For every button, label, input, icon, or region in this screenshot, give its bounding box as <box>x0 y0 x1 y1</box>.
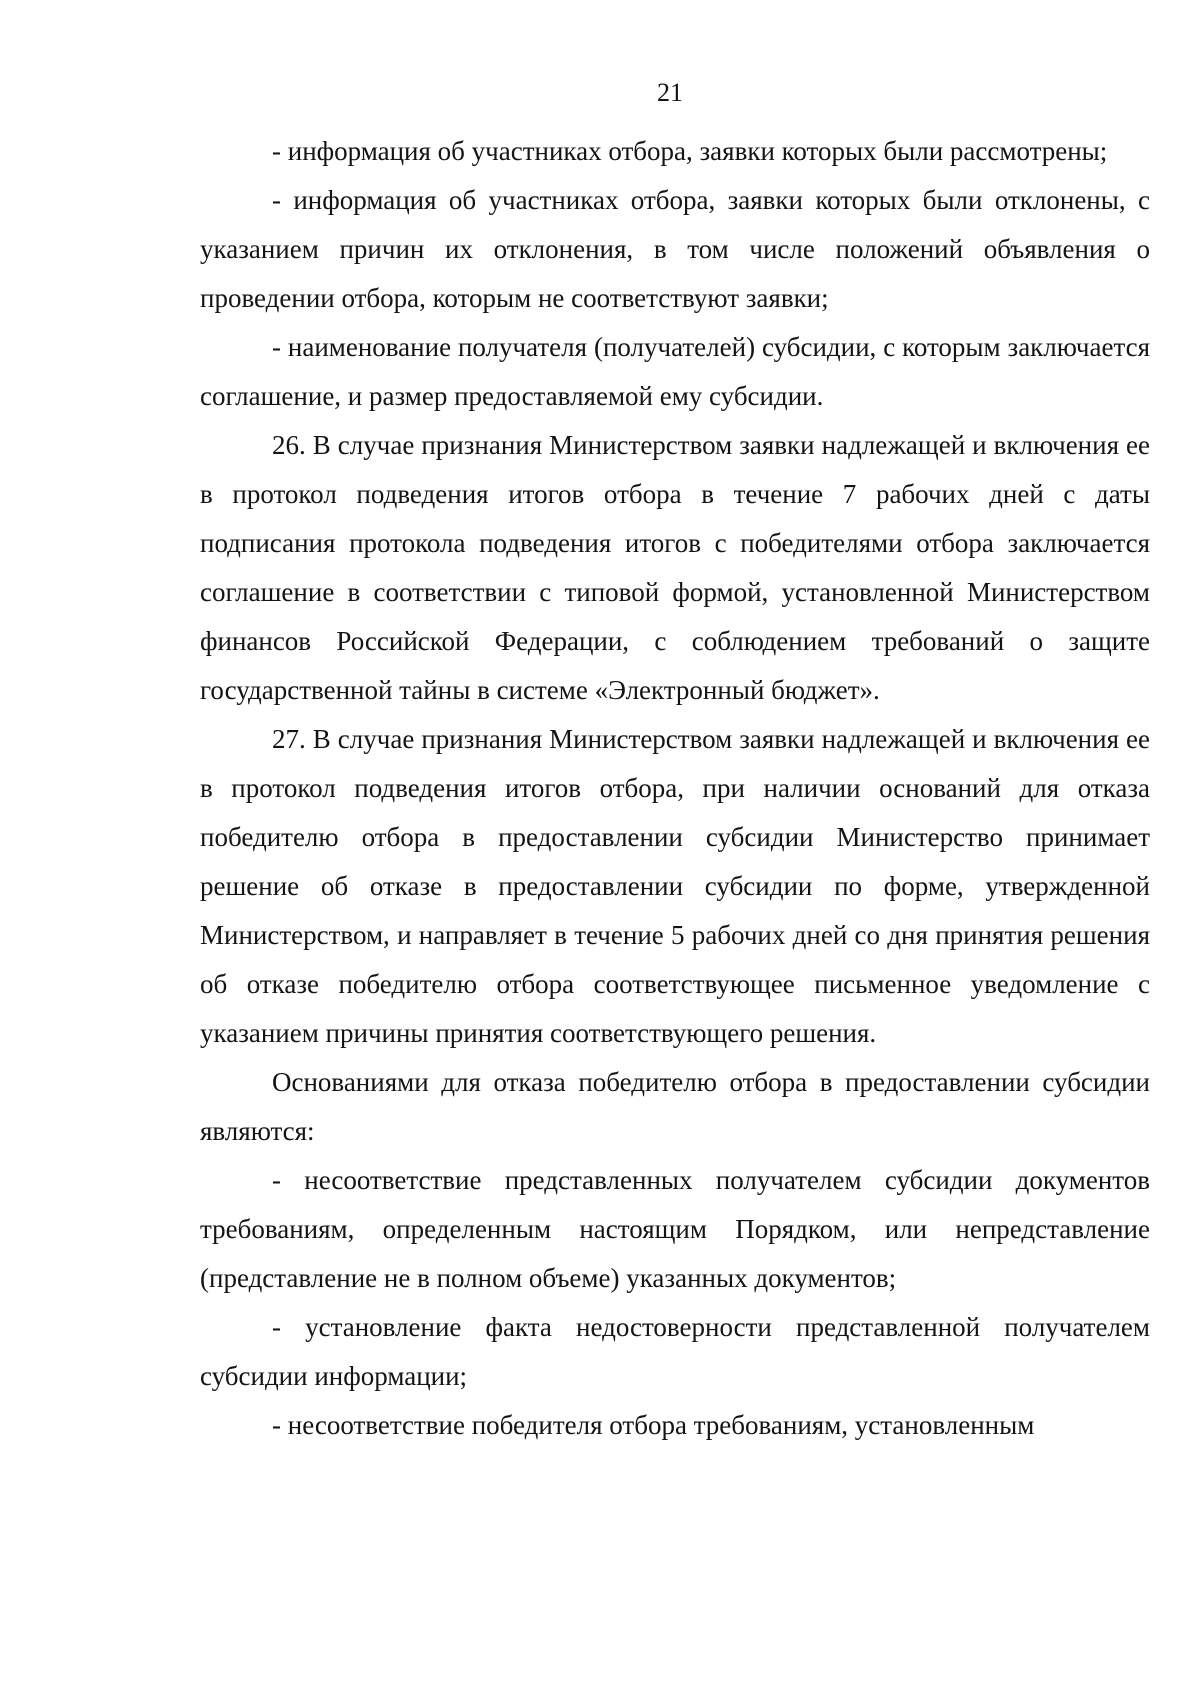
paragraph-false-information: - установление факта недостоверности представленной получателем субсидии информации; <box>200 1312 1150 1391</box>
paragraph-considered-participants: - информация об участниках отбора, заявки которых были рассмотрены; <box>272 136 1108 166</box>
page-number: 21 <box>657 78 683 107</box>
paragraph-subsidy-recipient: - наименование получателя (получателей) субсидии, с которым заключается соглашение, и размер предоставляемой ему субсидии. <box>200 332 1150 411</box>
paragraph-winner-mismatch: - несоответствие победителя отбора требованиям, установленным <box>272 1410 1035 1440</box>
paragraph-refusal-grounds: Основаниями для отказа победителю отбора в предоставлении субсидии являются: <box>200 1067 1150 1146</box>
paragraph-item-26: 26. В случае признания Министерством заявки надлежащей и включения ее в протокол подведения итогов отбора в течение 7 рабочих дней с даты подписания протокола подведения итогов с победителями отбора заключается соглашение в соответствии с типовой формой, установленной Министерством финансов Российской Федерации, с соблюдением требований о защите государственной тайны в системе «Электронный бюджет». <box>200 430 1150 705</box>
paragraph-rejected-participants: - информация об участниках отбора, заявки которых были отклонены, с указанием причин их отклонения, в том числе положений объявления о проведении отбора, которым не соответствуют заявки; <box>200 185 1150 313</box>
document-body <box>200 127 1150 1450</box>
paragraph-item-27: 27. В случае признания Министерством заявки надлежащей и включения ее в протокол подведения итогов отбора, при наличии оснований для отказа победителю отбора в предоставлении субсидии Министерство принимает решение об отказе в предоставлении субсидии по форме, утвержденной Министерством, и направляет в течение 5 рабочих дней со дня принятия решения об отказе победителю отбора соответствующее письменное уведомление с указанием причины принятия соответствующего решения. <box>200 724 1150 1048</box>
paragraph-documents-mismatch: - несоответствие представленных получателем субсидии документов требованиям, определенным настоящим Порядком, или непредставление (представление не в полном объеме) указанных документов; <box>200 1165 1150 1293</box>
